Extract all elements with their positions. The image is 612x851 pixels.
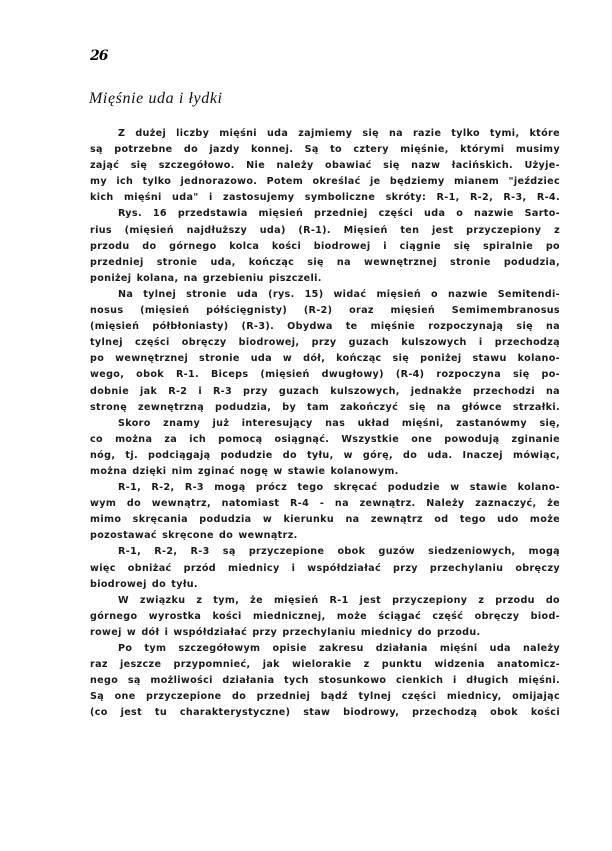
- page-number: 26: [90, 48, 108, 64]
- paragraph: [90, 544, 560, 592]
- text-line: więc obniżać przód miednicy i współdziałać przy przechylaniu obręczy: [90, 562, 560, 574]
- text-line: nego są możliwości działania tych stosunkowo cienkich i długich mięśni.: [90, 675, 560, 687]
- text-line: (mięsień półbłoniasty) (R-3). Obydwa te mięśnie rozpoczynają się na: [90, 321, 560, 333]
- text-line: W związku z tym, że mięsień R-1 jest przyczepiony z przodu do: [118, 594, 560, 606]
- paragraph: [90, 287, 560, 416]
- text-line: (co jest tu charakterystyczne) staw biodrowy, przechodzą obok kości: [90, 707, 560, 719]
- text-line: wym do wewnątrz, natomiast R-4 - na zewnątrz. Należy zaznaczyć, że: [90, 498, 560, 510]
- text-line: kich mięśni uda" i zastosujemy symboliczne skróty: R-1, R-2, R-3, R-4.: [90, 192, 560, 204]
- text-line: Na tylnej stronie uda (rys. 15) widać mięsień o nazwie Semitendi-: [118, 288, 560, 300]
- text-line: Rys. 16 przedstawia mięsień przedniej części uda o nazwie Sarto-: [118, 208, 560, 220]
- text-line: wego, obok R-1. Biceps (mięsień dwugłowy) (R-4) rozpoczyna się po-: [90, 369, 560, 381]
- text-line: tylnej części obręczy biodrowej, przy guzach kulszowych i przechodzą: [90, 337, 560, 349]
- text-line: poniżej kolana, na grzebieniu piszczeli.: [90, 272, 322, 284]
- text-line: raz jeszcze przypomnieć, jak wielorakie z punktu widzenia anatomicz-: [90, 659, 560, 671]
- paragraph: [90, 480, 560, 544]
- text-line: dobnie jak R-2 i R-3 przy guzach kulszowych, jednakże przechodzi na: [90, 385, 560, 397]
- text-line: górnego wyrostka kości miednicznej, może ściągać część obręczy biod-: [90, 610, 560, 622]
- text-line: przodu do górnego kolca kości biodrowej i ciągnie się spiralnie po: [90, 240, 560, 252]
- paragraph: [90, 126, 560, 206]
- text-line: Z dużej liczby mięśni uda zajmiemy się na razie tylko tymi, które: [118, 128, 560, 139]
- text-line: nosus (mięsień półścięgnisty) (R-2) oraz mięsień Semimembranosus: [90, 305, 560, 317]
- paragraph: [90, 206, 560, 286]
- text-line: Po tym szczegółowym opisie zakresu działania mięśni uda należy: [118, 643, 560, 654]
- text-line: biodrowej do tyłu.: [90, 578, 198, 590]
- text-line: pozostawać skręcone do wewnątrz.: [90, 530, 298, 542]
- text-line: przedniej stronie uda, kończąc się na wewnętrznej stronie podudzia,: [90, 256, 560, 268]
- chapter-title: Mięśnie uda i łydki: [89, 90, 223, 107]
- text-line: po wewnętrznej stronie uda w dół, kończąc się poniżej stawu kolano-: [90, 353, 560, 365]
- text-line: stronę zewnętrzną podudzia, by tam zakończyć się na główce strzałki.: [90, 401, 560, 413]
- text-line: my ich tylko jednorazowo. Potem określać je będziemy mianem "jeździec: [90, 176, 560, 188]
- paragraph: [90, 641, 560, 721]
- text-line: rius (mięsień najdłuższy uda) (R-1). Mięsień ten jest przyczepiony z: [90, 224, 560, 236]
- text-line: są potrzebne do jazdy konnej. Są to cztery mięśnie, którymi musimy: [90, 144, 560, 156]
- text-line: Są one przyczepione do przedniej bądź tylnej części miednicy, omijając: [90, 691, 560, 703]
- text-line: mimo skręcania podudzia w kierunku na zewnątrz od tego udo może: [90, 514, 560, 526]
- text-line: rowej w dół i współdziałać przy przechylaniu miednicy do przodu.: [90, 626, 481, 638]
- body-text: [90, 126, 560, 721]
- paragraph: [90, 593, 560, 641]
- paragraph: [90, 416, 560, 480]
- text-line: nóg, tj. podciągają podudzie do tyłu, w górę, do uda. Inaczej mówiąc,: [90, 449, 560, 461]
- text-line: zająć się szczegółowo. Nie należy obawiać się nazw łacińskich. Użyje-: [90, 160, 560, 172]
- text-line: R-1, R-2, R-3 są przyczepione obok guzów siedzeniowych, mogą: [118, 546, 560, 558]
- text-line: można dzięki nim zginać nogę w stawie kolanowym.: [90, 465, 399, 477]
- text-line: R-1, R-2, R-3 mogą prócz tego skręcać podudzie w stawie kolano-: [118, 482, 560, 494]
- text-line: Skoro znamy już interesujący nas układ mięśni, zastanówmy się,: [118, 417, 560, 429]
- text-line: co można za ich pomocą osiągnąć. Wszystkie one powodują zginanie: [90, 433, 560, 445]
